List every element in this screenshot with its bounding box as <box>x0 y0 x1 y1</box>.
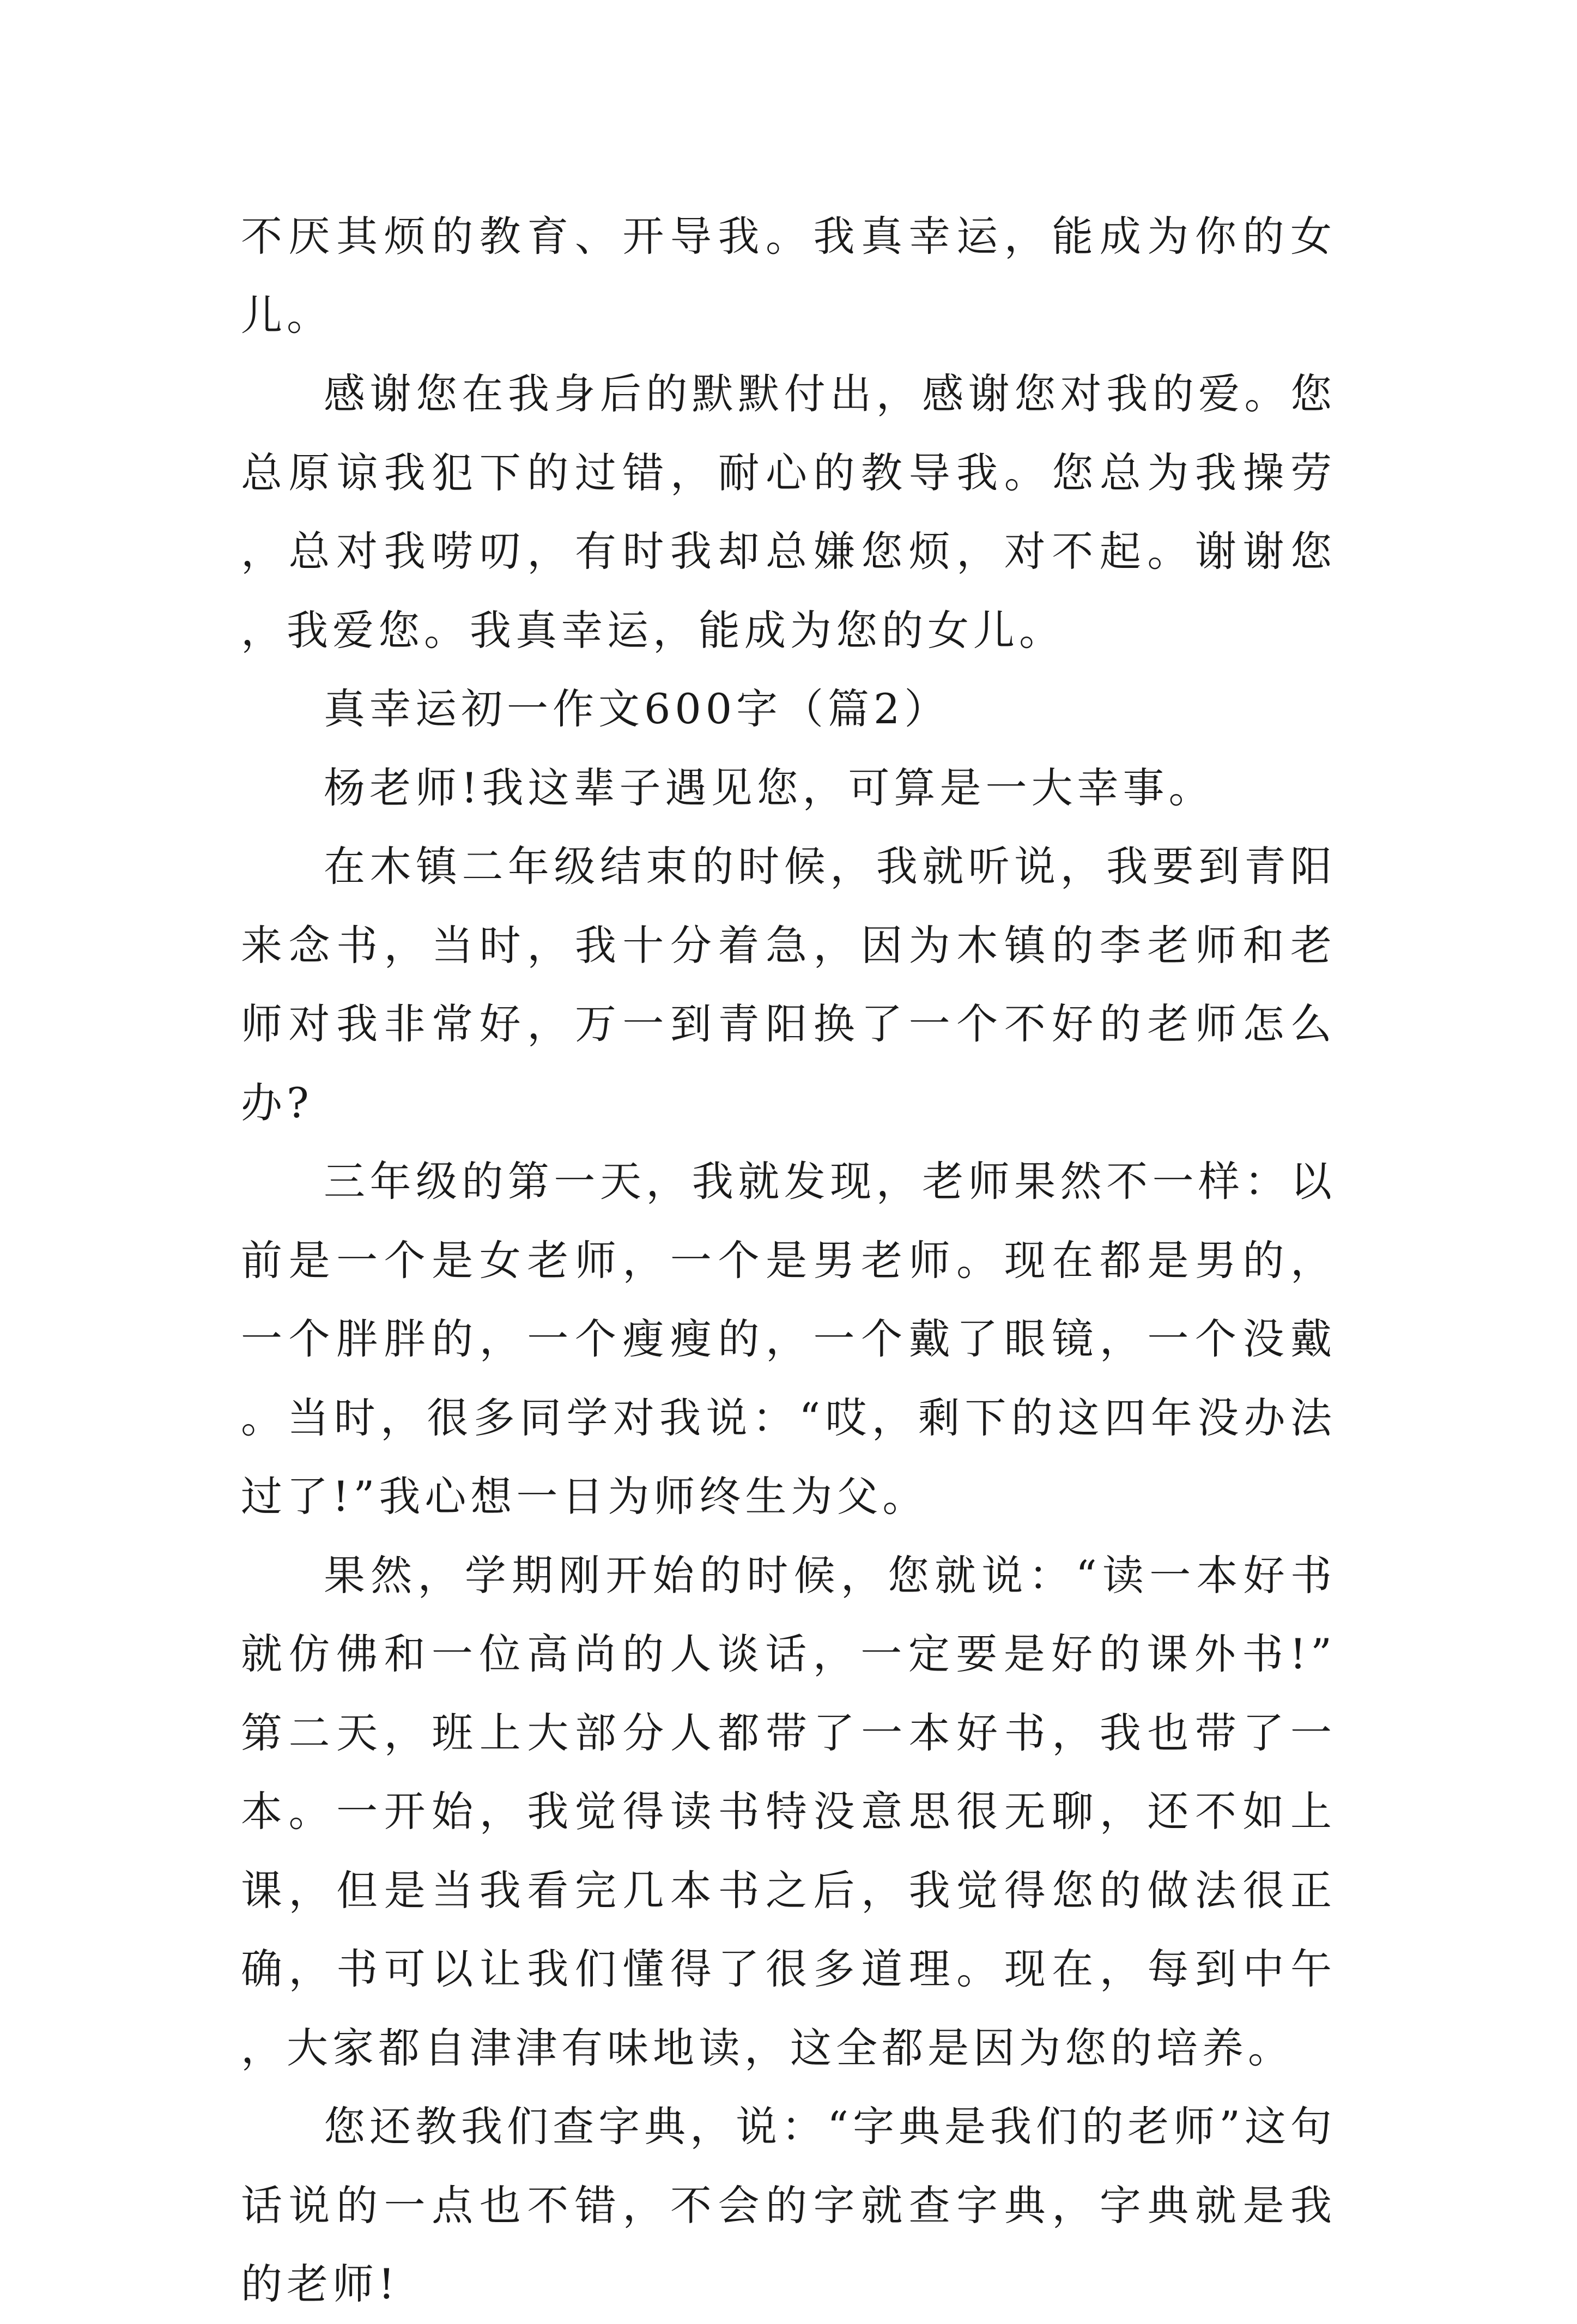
document-body <box>241 197 1336 2324</box>
paragraph-3: 杨老师!我这辈子遇见您，可算是一大幸事。 <box>324 763 1215 812</box>
paragraph-2: 感谢您在我身后的默默付出，感谢您对我的爱。您总原谅我犯下的过错，耐心的教导我。您总为我操劳，总对我唠叨，有时我却总嫌您烦，对不起。谢谢您，我爱您。我真幸运，能成为您的女儿。 <box>241 370 1336 655</box>
paragraph-1: 不厌其烦的教育、开导我。我真幸运，能成为你的女儿。 <box>241 212 1336 340</box>
paragraph-5: 三年级的第一天，我就发现，老师果然不一样：以前是一个是女老师，一个是男老师。现在都是男的，一个胖胖的，一个瘦瘦的，一个戴了眼镜，一个没戴。当时，很多同学对我说：“哎，剩下的这四年没办法过了!”我心想一日为师终生为父。 <box>241 1157 1336 1521</box>
paragraph-6: 果然，学期刚开始的时候，您就说：“读一本好书就仿佛和一位高尚的人谈话，一定要是好的课外书!”第二天，班上大部分人都带了一本好书，我也带了一本。一开始，我觉得读书特没意思很无聊，还不如上课，但是当我看完几本书之后，我觉得您的做法很正确，书可以让我们懂得了很多道理。现在，每到中午，大家都自津津有味地读，这全都是因为您的培养。 <box>241 1551 1336 2072</box>
section-heading: 真幸运初一作文600字（篇2） <box>324 685 950 733</box>
paragraph-7: 您还教我们查字典，说：“字典是我们的老师”这句话说的一点也不错，不会的字就查字典，字典就是我的老师! <box>241 2102 1336 2308</box>
paragraph-4: 在木镇二年级结束的时候，我就听说，我要到青阳来念书，当时，我十分着急，因为木镇的李老师和老师对我非常好，万一到青阳换了一个不好的老师怎么办? <box>241 842 1336 1127</box>
